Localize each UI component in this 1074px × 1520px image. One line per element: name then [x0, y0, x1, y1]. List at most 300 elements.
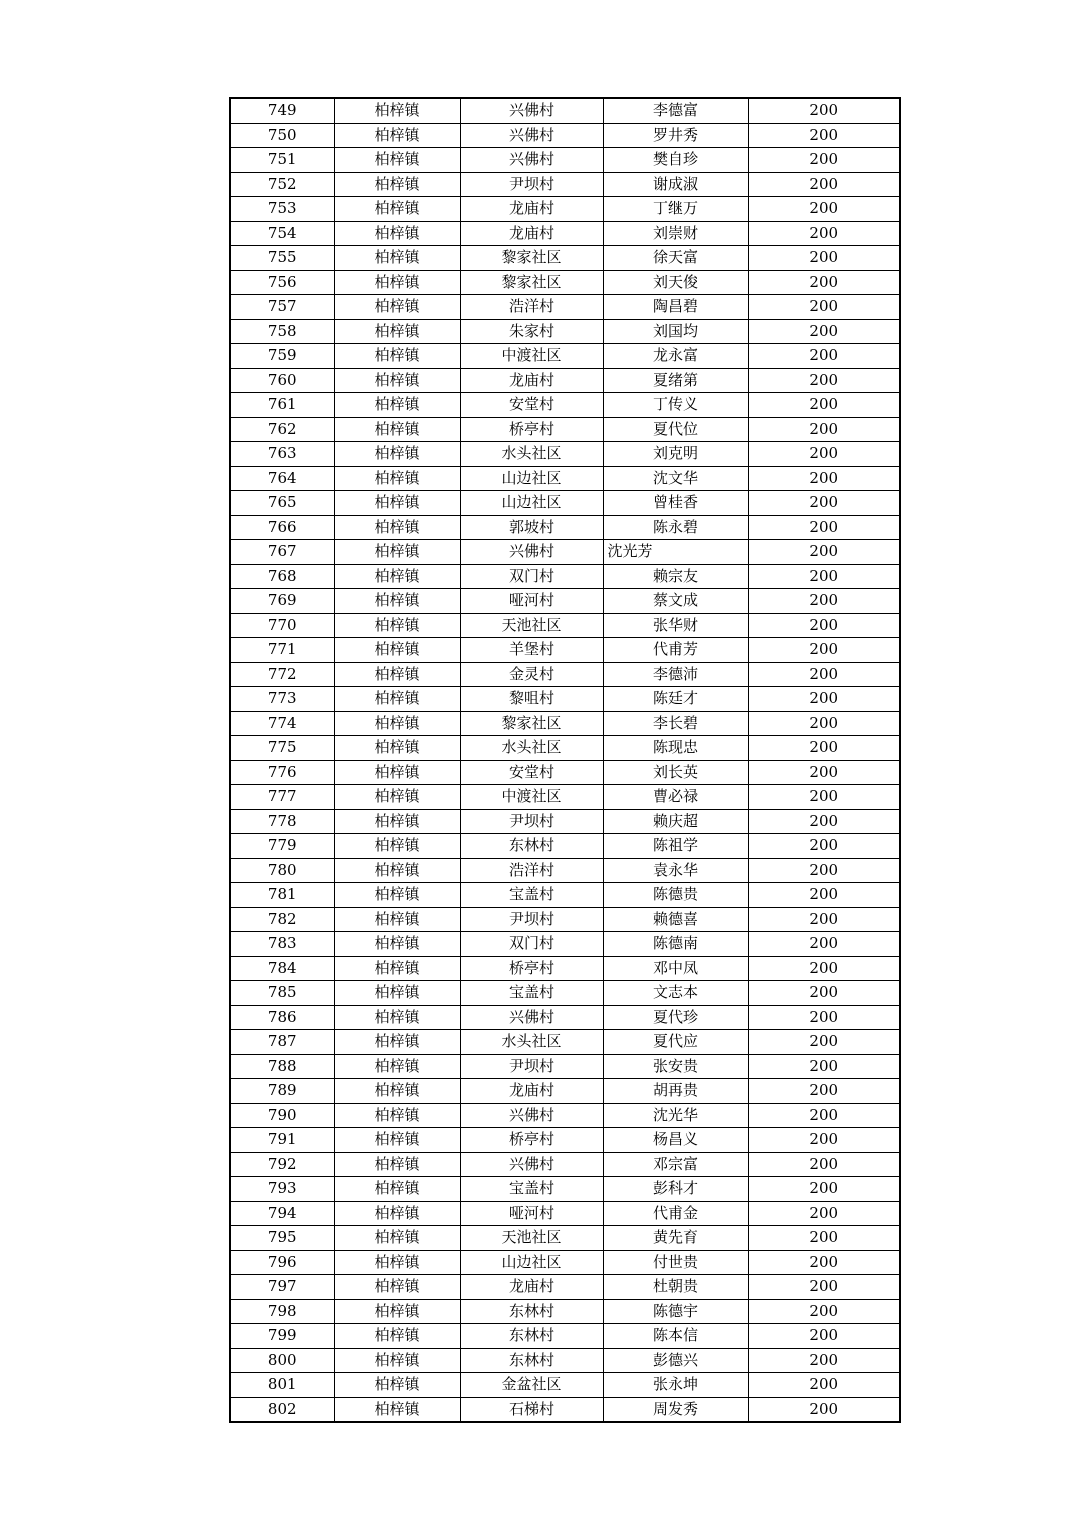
cell-town: 柏梓镇 — [334, 1250, 460, 1275]
cell-amount: 200 — [748, 246, 900, 271]
cell-number: 783 — [230, 932, 334, 957]
cell-town: 柏梓镇 — [334, 148, 460, 173]
cell-town: 柏梓镇 — [334, 613, 460, 638]
cell-name: 刘崇财 — [603, 221, 748, 246]
cell-number: 776 — [230, 760, 334, 785]
cell-town: 柏梓镇 — [334, 736, 460, 761]
table-row — [230, 785, 900, 810]
cell-number: 795 — [230, 1226, 334, 1251]
table-row — [230, 1226, 900, 1251]
table-row — [230, 932, 900, 957]
cell-town: 柏梓镇 — [334, 221, 460, 246]
cell-name: 夏代应 — [603, 1030, 748, 1055]
cell-name: 沈光芳 — [603, 540, 748, 565]
table-row — [230, 1054, 900, 1079]
cell-village: 山边社区 — [460, 491, 603, 516]
cell-number: 793 — [230, 1177, 334, 1202]
cell-name: 杨昌义 — [603, 1128, 748, 1153]
table-row — [230, 442, 900, 467]
cell-village: 羊堡村 — [460, 638, 603, 663]
table-row — [230, 809, 900, 834]
cell-town: 柏梓镇 — [334, 711, 460, 736]
cell-village: 水头社区 — [460, 1030, 603, 1055]
table-row — [230, 662, 900, 687]
cell-number: 770 — [230, 613, 334, 638]
cell-town: 柏梓镇 — [334, 1226, 460, 1251]
cell-number: 789 — [230, 1079, 334, 1104]
records-table-body — [230, 98, 900, 1422]
cell-number: 791 — [230, 1128, 334, 1153]
cell-village: 东林村 — [460, 1299, 603, 1324]
cell-village: 安堂村 — [460, 393, 603, 418]
table-row — [230, 491, 900, 516]
cell-village: 桥亭村 — [460, 956, 603, 981]
cell-name: 陶昌碧 — [603, 295, 748, 320]
cell-village: 天池社区 — [460, 613, 603, 638]
cell-number: 780 — [230, 858, 334, 883]
cell-town: 柏梓镇 — [334, 1054, 460, 1079]
records-table — [229, 97, 901, 1423]
cell-amount: 200 — [748, 589, 900, 614]
table-row — [230, 1275, 900, 1300]
cell-name: 刘天俊 — [603, 270, 748, 295]
cell-town: 柏梓镇 — [334, 442, 460, 467]
cell-amount: 200 — [748, 711, 900, 736]
cell-village: 黎家社区 — [460, 270, 603, 295]
cell-amount: 200 — [748, 1103, 900, 1128]
cell-number: 772 — [230, 662, 334, 687]
cell-number: 781 — [230, 883, 334, 908]
cell-amount: 200 — [748, 687, 900, 712]
cell-amount: 200 — [748, 1299, 900, 1324]
table-row — [230, 1177, 900, 1202]
cell-village: 山边社区 — [460, 1250, 603, 1275]
cell-name: 彭德兴 — [603, 1348, 748, 1373]
cell-amount: 200 — [748, 883, 900, 908]
cell-amount: 200 — [748, 491, 900, 516]
cell-town: 柏梓镇 — [334, 1103, 460, 1128]
cell-village: 桥亭村 — [460, 417, 603, 442]
cell-name: 陈廷才 — [603, 687, 748, 712]
cell-number: 794 — [230, 1201, 334, 1226]
cell-number: 798 — [230, 1299, 334, 1324]
cell-village: 东林村 — [460, 1348, 603, 1373]
cell-amount: 200 — [748, 368, 900, 393]
cell-name: 夏代位 — [603, 417, 748, 442]
cell-name: 文志本 — [603, 981, 748, 1006]
cell-town: 柏梓镇 — [334, 246, 460, 271]
cell-town: 柏梓镇 — [334, 123, 460, 148]
cell-name: 罗井秀 — [603, 123, 748, 148]
cell-name: 杜朝贵 — [603, 1275, 748, 1300]
table-row — [230, 1324, 900, 1349]
cell-village: 双门村 — [460, 564, 603, 589]
table-row — [230, 295, 900, 320]
cell-name: 龙永富 — [603, 344, 748, 369]
cell-village: 浩洋村 — [460, 858, 603, 883]
cell-town: 柏梓镇 — [334, 417, 460, 442]
cell-amount: 200 — [748, 907, 900, 932]
cell-number: 777 — [230, 785, 334, 810]
cell-town: 柏梓镇 — [334, 1299, 460, 1324]
cell-name: 曾桂香 — [603, 491, 748, 516]
cell-amount: 200 — [748, 515, 900, 540]
cell-number: 753 — [230, 197, 334, 222]
cell-town: 柏梓镇 — [334, 907, 460, 932]
cell-village: 宝盖村 — [460, 1177, 603, 1202]
cell-village: 兴佛村 — [460, 148, 603, 173]
cell-town: 柏梓镇 — [334, 491, 460, 516]
cell-name: 黄先育 — [603, 1226, 748, 1251]
cell-town: 柏梓镇 — [334, 956, 460, 981]
cell-village: 郭坡村 — [460, 515, 603, 540]
cell-number: 763 — [230, 442, 334, 467]
cell-number: 752 — [230, 172, 334, 197]
cell-town: 柏梓镇 — [334, 760, 460, 785]
cell-town: 柏梓镇 — [334, 1177, 460, 1202]
table-row — [230, 564, 900, 589]
table-row — [230, 858, 900, 883]
cell-town: 柏梓镇 — [334, 1324, 460, 1349]
table-row — [230, 344, 900, 369]
cell-village: 尹坝村 — [460, 1054, 603, 1079]
cell-number: 762 — [230, 417, 334, 442]
cell-amount: 200 — [748, 1152, 900, 1177]
cell-name: 张安贵 — [603, 1054, 748, 1079]
cell-town: 柏梓镇 — [334, 368, 460, 393]
cell-amount: 200 — [748, 319, 900, 344]
cell-name: 陈德宇 — [603, 1299, 748, 1324]
cell-amount: 200 — [748, 564, 900, 589]
cell-number: 788 — [230, 1054, 334, 1079]
cell-number: 782 — [230, 907, 334, 932]
cell-town: 柏梓镇 — [334, 270, 460, 295]
cell-village: 龙庙村 — [460, 197, 603, 222]
cell-village: 哑河村 — [460, 589, 603, 614]
table-row — [230, 1397, 900, 1422]
cell-town: 柏梓镇 — [334, 1152, 460, 1177]
cell-number: 759 — [230, 344, 334, 369]
cell-village: 水头社区 — [460, 736, 603, 761]
cell-amount: 200 — [748, 858, 900, 883]
cell-amount: 200 — [748, 956, 900, 981]
cell-amount: 200 — [748, 662, 900, 687]
cell-village: 金盆社区 — [460, 1373, 603, 1398]
table-row — [230, 981, 900, 1006]
cell-name: 李长碧 — [603, 711, 748, 736]
cell-number: 764 — [230, 466, 334, 491]
cell-amount: 200 — [748, 1275, 900, 1300]
cell-village: 中渡社区 — [460, 344, 603, 369]
cell-number: 767 — [230, 540, 334, 565]
cell-amount: 200 — [748, 1226, 900, 1251]
cell-name: 陈本信 — [603, 1324, 748, 1349]
cell-name: 赖宗友 — [603, 564, 748, 589]
cell-village: 龙庙村 — [460, 1079, 603, 1104]
cell-amount: 200 — [748, 785, 900, 810]
cell-town: 柏梓镇 — [334, 197, 460, 222]
cell-town: 柏梓镇 — [334, 662, 460, 687]
cell-amount: 200 — [748, 1324, 900, 1349]
cell-amount: 200 — [748, 221, 900, 246]
table-row — [230, 638, 900, 663]
cell-town: 柏梓镇 — [334, 932, 460, 957]
cell-name: 张华财 — [603, 613, 748, 638]
cell-number: 749 — [230, 98, 334, 123]
table-row — [230, 172, 900, 197]
cell-name: 陈祖学 — [603, 834, 748, 859]
table-row — [230, 589, 900, 614]
table-row — [230, 319, 900, 344]
cell-number: 802 — [230, 1397, 334, 1422]
table-row — [230, 834, 900, 859]
cell-amount: 200 — [748, 270, 900, 295]
cell-name: 张永坤 — [603, 1373, 748, 1398]
table-row — [230, 613, 900, 638]
cell-amount: 200 — [748, 1250, 900, 1275]
cell-amount: 200 — [748, 98, 900, 123]
cell-amount: 200 — [748, 1079, 900, 1104]
cell-town: 柏梓镇 — [334, 638, 460, 663]
cell-town: 柏梓镇 — [334, 515, 460, 540]
cell-number: 758 — [230, 319, 334, 344]
cell-town: 柏梓镇 — [334, 1079, 460, 1104]
cell-village: 中渡社区 — [460, 785, 603, 810]
cell-name: 樊自珍 — [603, 148, 748, 173]
table-row — [230, 687, 900, 712]
cell-amount: 200 — [748, 197, 900, 222]
cell-number: 796 — [230, 1250, 334, 1275]
cell-village: 黎家社区 — [460, 246, 603, 271]
cell-number: 756 — [230, 270, 334, 295]
cell-amount: 200 — [748, 148, 900, 173]
cell-number: 778 — [230, 809, 334, 834]
cell-town: 柏梓镇 — [334, 564, 460, 589]
cell-amount: 200 — [748, 344, 900, 369]
cell-number: 755 — [230, 246, 334, 271]
table-row — [230, 1030, 900, 1055]
cell-name: 代甫金 — [603, 1201, 748, 1226]
cell-number: 754 — [230, 221, 334, 246]
cell-number: 797 — [230, 1275, 334, 1300]
cell-number: 766 — [230, 515, 334, 540]
cell-town: 柏梓镇 — [334, 1348, 460, 1373]
cell-number: 792 — [230, 1152, 334, 1177]
cell-town: 柏梓镇 — [334, 295, 460, 320]
cell-village: 尹坝村 — [460, 809, 603, 834]
table-row — [230, 1128, 900, 1153]
cell-number: 768 — [230, 564, 334, 589]
cell-town: 柏梓镇 — [334, 393, 460, 418]
cell-amount: 200 — [748, 1177, 900, 1202]
cell-village: 兴佛村 — [460, 1152, 603, 1177]
cell-name: 曹必禄 — [603, 785, 748, 810]
cell-name: 付世贵 — [603, 1250, 748, 1275]
cell-number: 784 — [230, 956, 334, 981]
cell-name: 李德富 — [603, 98, 748, 123]
cell-village: 龙庙村 — [460, 1275, 603, 1300]
cell-village: 宝盖村 — [460, 981, 603, 1006]
cell-village: 桥亭村 — [460, 1128, 603, 1153]
cell-town: 柏梓镇 — [334, 466, 460, 491]
cell-town: 柏梓镇 — [334, 1397, 460, 1422]
cell-amount: 200 — [748, 638, 900, 663]
cell-amount: 200 — [748, 1128, 900, 1153]
cell-village: 兴佛村 — [460, 1103, 603, 1128]
cell-amount: 200 — [748, 932, 900, 957]
cell-town: 柏梓镇 — [334, 834, 460, 859]
cell-name: 代甫芳 — [603, 638, 748, 663]
table-row — [230, 148, 900, 173]
table-row — [230, 711, 900, 736]
cell-village: 东林村 — [460, 834, 603, 859]
cell-town: 柏梓镇 — [334, 858, 460, 883]
cell-number: 761 — [230, 393, 334, 418]
cell-name: 刘国均 — [603, 319, 748, 344]
cell-amount: 200 — [748, 613, 900, 638]
cell-number: 760 — [230, 368, 334, 393]
cell-village: 兴佛村 — [460, 1005, 603, 1030]
cell-village: 尹坝村 — [460, 907, 603, 932]
table-row — [230, 1373, 900, 1398]
cell-amount: 200 — [748, 1397, 900, 1422]
cell-number: 771 — [230, 638, 334, 663]
cell-village: 兴佛村 — [460, 98, 603, 123]
cell-town: 柏梓镇 — [334, 883, 460, 908]
cell-village: 天池社区 — [460, 1226, 603, 1251]
cell-village: 水头社区 — [460, 442, 603, 467]
cell-town: 柏梓镇 — [334, 589, 460, 614]
cell-number: 800 — [230, 1348, 334, 1373]
cell-name: 夏绪第 — [603, 368, 748, 393]
cell-number: 750 — [230, 123, 334, 148]
cell-amount: 200 — [748, 1054, 900, 1079]
cell-village: 金灵村 — [460, 662, 603, 687]
cell-village: 龙庙村 — [460, 221, 603, 246]
cell-amount: 200 — [748, 172, 900, 197]
cell-name: 刘长英 — [603, 760, 748, 785]
cell-village: 兴佛村 — [460, 123, 603, 148]
cell-name: 徐天富 — [603, 246, 748, 271]
cell-amount: 200 — [748, 834, 900, 859]
cell-amount: 200 — [748, 1348, 900, 1373]
cell-town: 柏梓镇 — [334, 687, 460, 712]
table-row — [230, 1079, 900, 1104]
cell-town: 柏梓镇 — [334, 809, 460, 834]
cell-name: 刘克明 — [603, 442, 748, 467]
cell-number: 757 — [230, 295, 334, 320]
cell-amount: 200 — [748, 809, 900, 834]
cell-name: 谢成淑 — [603, 172, 748, 197]
table-row — [230, 540, 900, 565]
cell-number: 769 — [230, 589, 334, 614]
table-row — [230, 1201, 900, 1226]
cell-amount: 200 — [748, 760, 900, 785]
table-row — [230, 1152, 900, 1177]
table-row — [230, 270, 900, 295]
cell-name: 丁继万 — [603, 197, 748, 222]
cell-number: 774 — [230, 711, 334, 736]
table-row — [230, 515, 900, 540]
cell-amount: 200 — [748, 442, 900, 467]
cell-village: 安堂村 — [460, 760, 603, 785]
cell-amount: 200 — [748, 1005, 900, 1030]
cell-name: 李德沛 — [603, 662, 748, 687]
cell-number: 790 — [230, 1103, 334, 1128]
cell-town: 柏梓镇 — [334, 1201, 460, 1226]
cell-name: 陈德南 — [603, 932, 748, 957]
cell-amount: 200 — [748, 1030, 900, 1055]
cell-amount: 200 — [748, 1373, 900, 1398]
cell-number: 801 — [230, 1373, 334, 1398]
cell-name: 丁传义 — [603, 393, 748, 418]
cell-amount: 200 — [748, 540, 900, 565]
table-row — [230, 907, 900, 932]
table-row — [230, 760, 900, 785]
cell-village: 龙庙村 — [460, 368, 603, 393]
cell-name: 赖庆超 — [603, 809, 748, 834]
cell-town: 柏梓镇 — [334, 344, 460, 369]
cell-town: 柏梓镇 — [334, 1005, 460, 1030]
cell-name: 邓宗富 — [603, 1152, 748, 1177]
cell-name: 沈文华 — [603, 466, 748, 491]
cell-village: 哑河村 — [460, 1201, 603, 1226]
table-row — [230, 1250, 900, 1275]
table-row — [230, 197, 900, 222]
cell-name: 袁永华 — [603, 858, 748, 883]
cell-name: 胡再贵 — [603, 1079, 748, 1104]
table-row — [230, 956, 900, 981]
table-row — [230, 1299, 900, 1324]
cell-village: 朱家村 — [460, 319, 603, 344]
cell-amount: 200 — [748, 295, 900, 320]
cell-name: 陈德贵 — [603, 883, 748, 908]
cell-village: 石梯村 — [460, 1397, 603, 1422]
table-row — [230, 246, 900, 271]
cell-name: 彭科才 — [603, 1177, 748, 1202]
cell-amount: 200 — [748, 123, 900, 148]
cell-name: 陈现忠 — [603, 736, 748, 761]
cell-village: 浩洋村 — [460, 295, 603, 320]
cell-number: 787 — [230, 1030, 334, 1055]
cell-name: 陈永碧 — [603, 515, 748, 540]
table-row — [230, 736, 900, 761]
cell-number: 765 — [230, 491, 334, 516]
cell-amount: 200 — [748, 736, 900, 761]
cell-amount: 200 — [748, 393, 900, 418]
cell-town: 柏梓镇 — [334, 172, 460, 197]
cell-town: 柏梓镇 — [334, 1128, 460, 1153]
cell-town: 柏梓镇 — [334, 1373, 460, 1398]
cell-number: 751 — [230, 148, 334, 173]
cell-name: 沈光华 — [603, 1103, 748, 1128]
cell-village: 山边社区 — [460, 466, 603, 491]
cell-town: 柏梓镇 — [334, 98, 460, 123]
cell-town: 柏梓镇 — [334, 1030, 460, 1055]
table-row — [230, 1348, 900, 1373]
table-row — [230, 393, 900, 418]
cell-amount: 200 — [748, 1201, 900, 1226]
cell-village: 黎咀村 — [460, 687, 603, 712]
cell-number: 799 — [230, 1324, 334, 1349]
cell-amount: 200 — [748, 981, 900, 1006]
cell-name: 夏代珍 — [603, 1005, 748, 1030]
cell-town: 柏梓镇 — [334, 319, 460, 344]
cell-name: 邓中凤 — [603, 956, 748, 981]
table-row — [230, 883, 900, 908]
cell-number: 779 — [230, 834, 334, 859]
cell-number: 786 — [230, 1005, 334, 1030]
